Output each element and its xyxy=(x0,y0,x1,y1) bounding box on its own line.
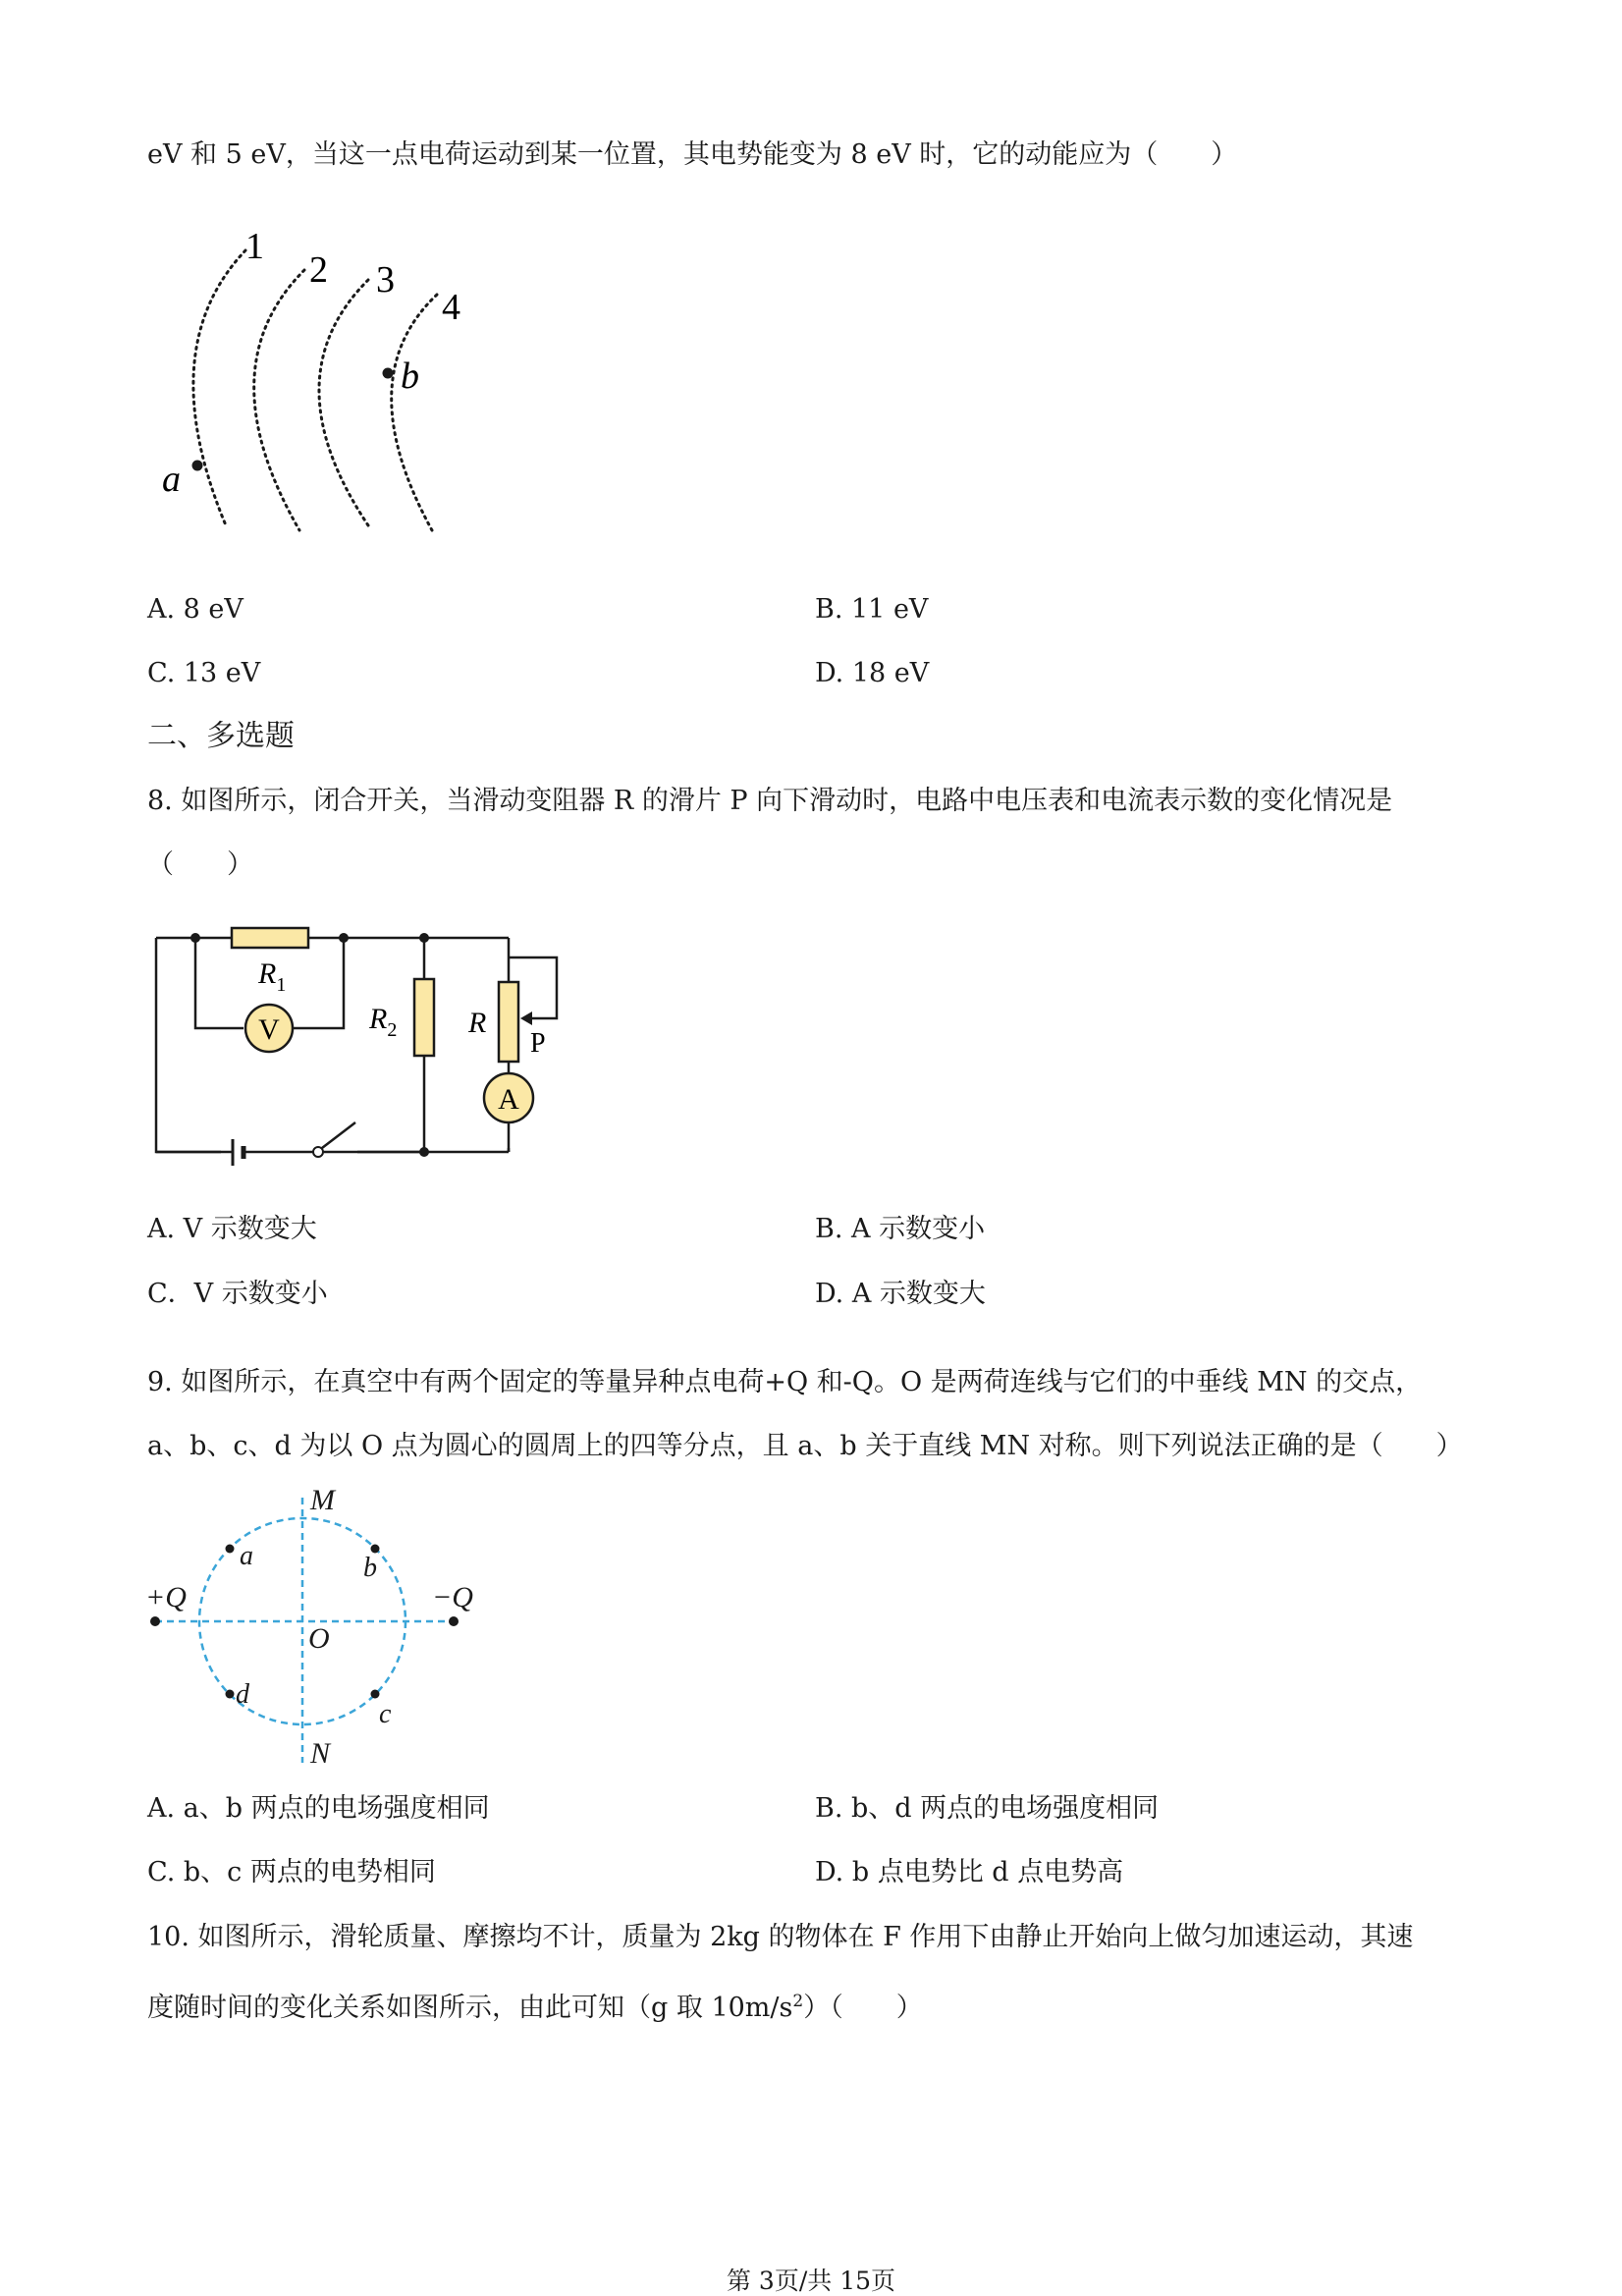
label-plus-q: +Q xyxy=(145,1581,187,1613)
label-c: c xyxy=(379,1699,392,1729)
unit-exponent: 2 xyxy=(792,1992,804,2011)
q7-equipotential-figure xyxy=(147,221,501,545)
resistor-r2 xyxy=(414,979,434,1056)
switch-contact xyxy=(313,1147,323,1157)
slider-arrow xyxy=(520,1011,532,1025)
rheostat-r xyxy=(499,982,518,1062)
q9-option-d[interactable]: D. b 点电势比 d 点电势高 xyxy=(815,1857,1124,1887)
point-b-dot xyxy=(383,368,394,379)
charge-minus-dot xyxy=(449,1616,459,1626)
label-n: N xyxy=(310,1737,331,1770)
line-label-1: 1 xyxy=(245,226,264,267)
label-a: a xyxy=(240,1541,253,1571)
q8-option-c[interactable]: C．V 示数变小 xyxy=(147,1279,328,1309)
q7-option-d[interactable]: D. 18 eV xyxy=(815,658,930,688)
q9-option-a[interactable]: A. a、b 两点的电场强度相同 xyxy=(147,1793,490,1824)
label-b: b xyxy=(363,1553,377,1583)
q9-dipole-figure xyxy=(137,1478,491,1782)
q7-option-c[interactable]: C. 13 eV xyxy=(147,658,261,688)
ammeter-label: A xyxy=(498,1083,519,1116)
point-a-label: a xyxy=(162,459,181,500)
equipotential-line-1 xyxy=(193,250,245,525)
q8-stem-line2: （ ） xyxy=(147,849,253,880)
equipotential-line-4 xyxy=(392,295,437,530)
p-label: P xyxy=(530,1028,546,1059)
r-label: R xyxy=(468,1007,487,1039)
q8-option-a[interactable]: A. V 示数变大 xyxy=(147,1214,317,1244)
point-a-dot xyxy=(192,461,203,471)
r2-label: $R_2$ xyxy=(369,1003,398,1041)
resistor-r1 xyxy=(232,928,308,948)
equipotential-line-3 xyxy=(319,280,368,525)
line-label-3: 3 xyxy=(376,259,395,301)
q10-stem-line1: 10. 如图所示，滑轮质量、摩擦均不计，质量为 2kg 的物体在 F 作用下由静止开始向上做匀加速运动，其速 xyxy=(147,1922,1414,1952)
point-c-dot xyxy=(371,1690,380,1699)
q10-stem-line2: 度随时间的变化关系如图所示，由此可知（g 取 $10m/s^2$）（ ） xyxy=(147,1992,923,2023)
line-label-4: 4 xyxy=(442,287,460,328)
q9-stem-line1: 9. 如图所示，在真空中有两个固定的等量异种点电荷+Q 和-Q。O 是两荷连线与它们的中垂线 MN 的交点， xyxy=(147,1367,1423,1397)
r1-label: $R_1$ xyxy=(258,957,287,996)
q7-stem-tail: eV 和 5 eV，当这一点电荷运动到某一位置，其电势能变为 8 eV 时，它的动能应为（ ） xyxy=(147,139,1238,170)
label-d: d xyxy=(236,1679,249,1710)
section-heading-multiple-choice: 二、多选题 xyxy=(147,719,295,753)
q8-circuit-figure xyxy=(147,908,569,1178)
q9-option-c[interactable]: C. b、c 两点的电势相同 xyxy=(147,1857,436,1887)
voltmeter-label: V xyxy=(258,1013,280,1046)
label-m: M xyxy=(310,1484,335,1516)
point-d-dot xyxy=(226,1690,235,1699)
q7-option-a[interactable]: A. 8 eV xyxy=(147,594,243,625)
q8-stem-line1: 8. 如图所示，闭合开关，当滑动变阻器 R 的滑片 P 向下滑动时，电路中电压表和电流表示数的变化情况是 xyxy=(147,786,1393,816)
q9-stem-line2: a、b、c、d 为以 O 点为圆心的圆周上的四等分点，且 a、b 关于直线 MN 对称。则下列说法正确的是（ ） xyxy=(147,1431,1463,1461)
charge-plus-dot xyxy=(150,1616,160,1626)
q7-option-b[interactable]: B. 11 eV xyxy=(815,594,929,625)
q8-option-b[interactable]: B. A 示数变小 xyxy=(815,1214,986,1244)
equipotential-line-2 xyxy=(254,270,304,530)
page-number: 第 3页/共 15页 xyxy=(726,2267,896,2295)
line-label-2: 2 xyxy=(309,249,328,291)
point-a-dot xyxy=(226,1545,235,1554)
label-o: O xyxy=(308,1622,330,1655)
label-minus-q: −Q xyxy=(432,1581,473,1613)
q9-option-b[interactable]: B. b、d 两点的电场强度相同 xyxy=(815,1793,1160,1824)
point-b-label: b xyxy=(401,355,419,397)
q8-option-d[interactable]: D. A 示数变大 xyxy=(815,1279,986,1309)
